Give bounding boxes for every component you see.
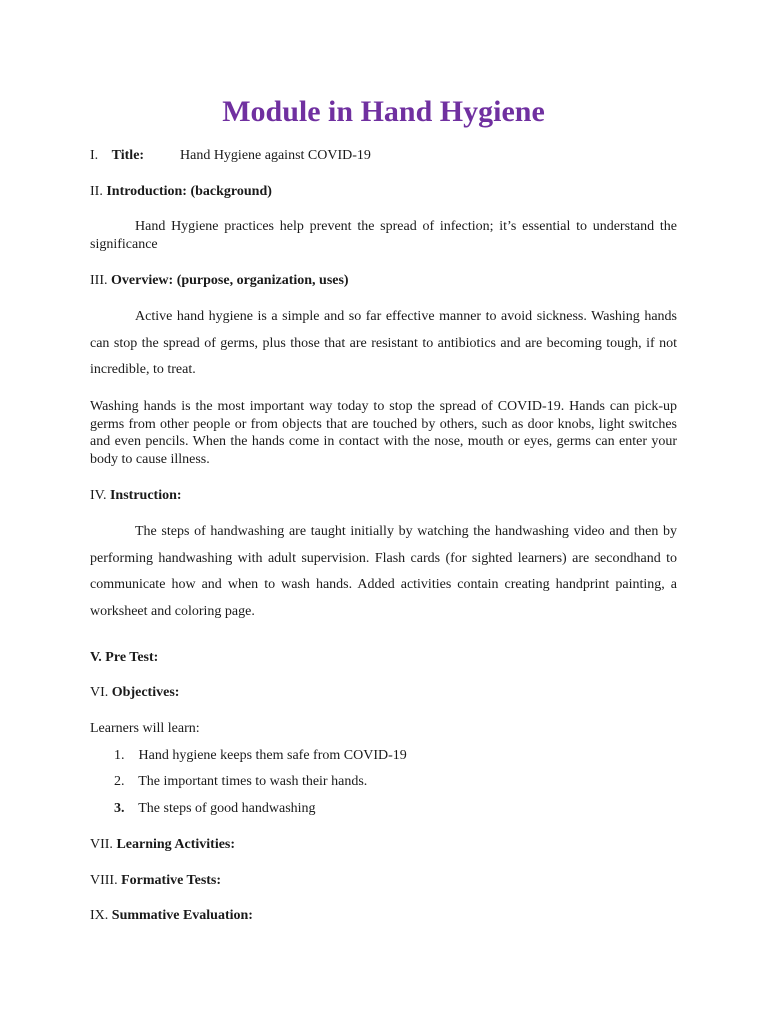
section-formative-tests-heading bbox=[90, 872, 221, 890]
section-number: VII. bbox=[90, 837, 113, 852]
section-number: VIII. bbox=[90, 873, 118, 888]
document-title: Module in Hand Hygiene bbox=[222, 95, 545, 128]
instruction-paragraph: The steps of handwashing are taught initially by watching the handwashing video and then by performing handwashing with adult supervision. Flash cards (for sighted learners) are secondhand to communicate how and when to wash hands. Added activities contain creating handprint painting, a worksheet and coloring page. bbox=[90, 524, 677, 619]
overview-paragraph-1: Active hand hygiene is a simple and so far effective manner to avoid sickness. Washing hands can stop the spread of germs, plus those that are resistant to antibiotics and are becoming tough, if not incredible, to treat. bbox=[90, 309, 677, 377]
list-item bbox=[114, 800, 316, 818]
list-item-number: 2. bbox=[114, 774, 125, 789]
section-number: IX. bbox=[90, 908, 109, 923]
list-item-text: The steps of good handwashing bbox=[138, 801, 316, 816]
overview-paragraph-2: Washing hands is the most important way today to stop the spread of COVID-19. Hands can pick-up germs from other people or from objects that are touched by others, such as door knobs, light switches and even pencils. When the hands come in contact with the nose, mouth or eyes, germs can enter your body to cause illness. bbox=[90, 399, 677, 467]
section-label: Formative Tests: bbox=[121, 873, 222, 888]
section-number: I. bbox=[90, 148, 99, 163]
section-label: Introduction: (background) bbox=[106, 184, 272, 199]
list-item-number: 3. bbox=[114, 801, 125, 816]
section-value: Hand Hygiene against COVID-19 bbox=[180, 148, 371, 163]
list-item bbox=[114, 747, 407, 765]
section-pretest-heading: V. Pre Test: bbox=[90, 650, 159, 665]
section-number: VI. bbox=[90, 685, 109, 700]
list-item-number: 1. bbox=[114, 748, 125, 763]
list-item-text: Hand hygiene keeps them safe from COVID-19 bbox=[138, 748, 407, 763]
section-label: Instruction: bbox=[109, 488, 182, 503]
section-overview-heading bbox=[90, 272, 349, 290]
section-label: Learning Activities: bbox=[116, 837, 236, 852]
section-number: II. bbox=[90, 184, 103, 199]
section-introduction-heading bbox=[90, 183, 272, 201]
section-label: Title: bbox=[111, 148, 145, 163]
section-instruction-heading bbox=[90, 487, 182, 505]
section-title-row bbox=[90, 147, 371, 165]
section-label: Objectives: bbox=[111, 685, 180, 700]
list-item-text: The important times to wash their hands. bbox=[138, 774, 368, 789]
section-number: III. bbox=[90, 273, 108, 288]
section-number: IV. bbox=[90, 488, 107, 503]
section-summative-evaluation-heading bbox=[90, 907, 253, 925]
objectives-lead: Learners will learn: bbox=[90, 721, 200, 736]
section-objectives-heading bbox=[90, 684, 179, 702]
introduction-paragraph: Hand Hygiene practices help prevent the spread of infection; it’s essential to understand the significance bbox=[90, 219, 677, 252]
section-label: Summative Evaluation: bbox=[111, 908, 253, 923]
section-learning-activities-heading bbox=[90, 836, 235, 854]
section-label: Overview: (purpose, organization, uses) bbox=[111, 273, 349, 288]
list-item bbox=[114, 773, 367, 791]
